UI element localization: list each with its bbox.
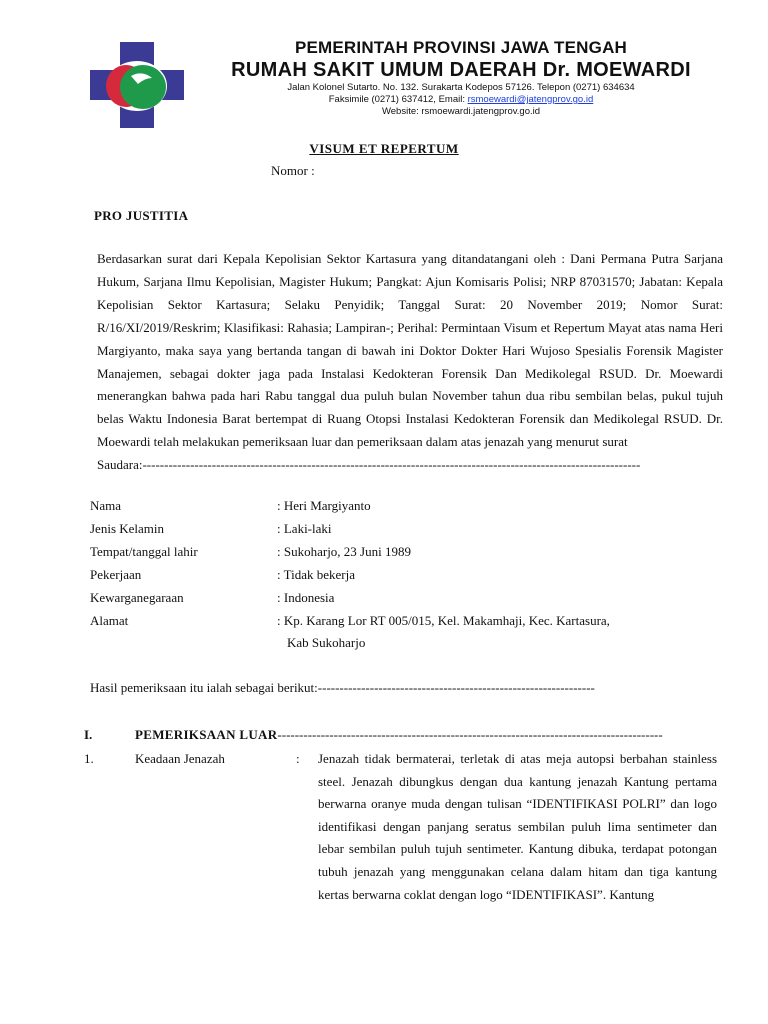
opening-last-line: Saudara:------------------------------------------------------------------------------------------------------------------- (97, 457, 641, 473)
identity-value: : Indonesia (277, 590, 335, 605)
identity-label: Nama (90, 498, 122, 513)
section-heading (135, 727, 720, 743)
identity-value-line2: Kab Sukoharjo (287, 635, 366, 650)
hospital-fax-email: Faksimile (0271) 637412, Email: rsmoewardi@jatengprov.go.id (328, 94, 594, 105)
identity-label: Pekerjaan (90, 567, 142, 582)
item-number: 1. (84, 751, 94, 766)
identity-value: : Sukoharjo, 23 Juni 1989 (277, 544, 411, 559)
nomor-label: Nomor : (271, 163, 315, 178)
opening-paragraph (97, 248, 723, 477)
identity-label: Tempat/tanggal lahir (90, 544, 198, 559)
item-colon: : (296, 751, 300, 766)
identity-label: Kewarganegaraan (90, 590, 184, 605)
identity-value: : Laki-laki (277, 521, 332, 536)
province-name: PEMERINTAH PROVINSI JAWA TENGAH (294, 38, 628, 57)
section-number: I. (84, 727, 93, 742)
hospital-name: RUMAH SAKIT UMUM DAERAH Dr. MOEWARDI (231, 59, 691, 81)
section-dashes: ----------------------------------------------------------------------------------------- (277, 727, 663, 742)
hospital-address: Jalan Kolonel Sutarto. No. 132. Surakarta Kodepos 57126. Telepon (0271) 634634 (287, 82, 635, 93)
results-intro: Hasil pemeriksaan itu ialah sebagai berikut:---------------------------------------------------------------- (90, 680, 595, 695)
pro-justitia: PRO JUSTITIA (94, 208, 189, 223)
hospital-logo (90, 42, 184, 128)
identity-value: : Kp. Karang Lor RT 005/015, Kel. Makamhaji, Kec. Kartasura, (277, 613, 610, 628)
identity-label: Jenis Kelamin (90, 521, 165, 536)
letterhead (196, 38, 726, 118)
opening-text: Berdasarkan surat dari Kepala Kepolisian Sektor Kartasura yang ditandatangani oleh : Dani Permana Putra Sarjana Hukum, Sarjana Ilmu Kepolisian, Magister Hukum; Pangkat: Ajun Komisaris Polisi; NRP 87031570; Jabatan: Kepala Kepolisian Sektor Kartasura; Selaku Penyidik; Tanggal Surat: 20 November 2019; Nomor Surat: R/16/XI/2019/Reskrim; Klasifikasi: Rahasia; Lampiran-; Perihal: Permintaan Visum et Repertum Mayat atas nama Heri Margiyanto, maka saya yang bertanda tangan di bawah ini Doktor Dokter Hari Wujoso Spesialis Forensik Magister Manajemen, sebagai dokter jaga pada Instalasi Kedokteran Forensik Dan Medikolegal RSUD. Dr. Moewardi menerangkan bahwa pada hari Rabu tanggal dua puluh bulan November tahun dua ribu sembilan belas, pukul tujuh belas Waktu Indonesia Barat bertempat di Ruang Otopsi Instalasi Kedokteran Forensik dan Medikolegal RSUD. Dr. Moewardi telah melakukan pemeriksaan luar dan pemeriksaan dalam atas jenazah yang menurut surat (97, 251, 723, 450)
item-text: Jenazah tidak bermaterai, terletak di atas meja autopsi berbahan stainless steel. Jenazah dibungkus dengan dua kantung jenazah Kantung pertama berwarna oranye muda dengan tulisan “IDENTIFIKASI POLRI” dan logo identifikasi dengan panjang seratus sembilan puluh lima sentimeter dan lebar sembilan puluh tujuh sentimeter. Kantung dibuka, terdapat potongan tubuh jenazah yang menggunakan celana dalam hitam dan tiga kantung kertas berwarna coklat dengan logo “IDENTIFIKASI”. Kantung (318, 751, 717, 902)
document-title: VISUM ET REPERTUM (309, 141, 459, 156)
email-link[interactable]: rsmoewardi@jatengprov.go.id (467, 94, 594, 105)
section-title: PEMERIKSAAN LUAR (135, 727, 278, 742)
identity-value: : Heri Margiyanto (277, 498, 371, 513)
identity-value: : Tidak bekerja (277, 567, 355, 582)
item-label: Keadaan Jenazah (135, 751, 225, 766)
hospital-website: Website: rsmoewardi.jatengprov.go.id (381, 106, 541, 117)
identity-label: Alamat (90, 613, 129, 628)
